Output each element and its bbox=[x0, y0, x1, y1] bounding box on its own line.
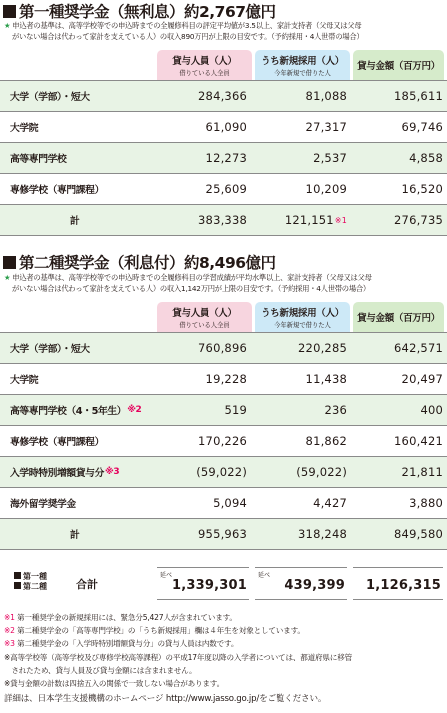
star-icon: ★ bbox=[4, 273, 11, 282]
section2-note: ★ 申込者の基準は、高等学校等での申込時までの全履修科目の学習成績が平均水準以上、家計支持者（父母又は父母 がいない場合は代わって家計を支えている人）の収入1,142万円が上限の目安です。（予約採用・4人世帯の場合） bbox=[4, 273, 372, 293]
table-row: 海外留学奨学金 5,094 4,427 3,880 bbox=[10, 496, 443, 510]
square-bullet-icon bbox=[14, 582, 21, 589]
detail-link-text: 詳細は、日本学生支援機構のホームページ http://www.jasso.go.jp/をご覧ください。 bbox=[4, 694, 327, 704]
table-row: 大学院 61,090 27,317 69,746 bbox=[10, 120, 443, 134]
header-amount: 貸与金額（百万円） bbox=[353, 50, 444, 80]
footnote: ※2 第二種奨学金の「高等専門学校」の「うち新規採用」欄は４年生を対象としています。 bbox=[4, 626, 305, 636]
table-row: 大学（学部）・短大 284,366 81,088 185,611 bbox=[0, 81, 447, 111]
table-row: 入学時特別増額貸与分 ※3 (59,022) (59,022) 21,811 bbox=[0, 457, 447, 487]
table-header bbox=[0, 298, 447, 332]
section1-note: ★ 申込者の基準は、高等学校等での申込時までの全履修科目の評定平均値が3.5以上、家計支持者（父母又は父母 がいない場合は代わって家計を支えている人）の収入890万円が上限の目安です。（予約採用・4人世帯の場合） bbox=[4, 21, 364, 41]
header-amount: 貸与金額（百万円） bbox=[353, 302, 444, 332]
total-row: 計 383,338 121,151 ※1 276,735 bbox=[0, 205, 447, 235]
footnote: されたため、貸与人員及び貸与金額には含まれません。 bbox=[4, 665, 197, 675]
table-row: 大学院 19,228 11,438 20,497 bbox=[10, 372, 443, 386]
header-borrowers: 貸与人員（人） 借りている人全員 bbox=[157, 50, 252, 80]
square-bullet-icon bbox=[3, 256, 16, 269]
footnote: ※貸与金額の計数は四捨五入の関係で一致しない場合があります。 bbox=[4, 679, 224, 689]
table-row: 大学（学部）・短大 760,896 220,285 642,571 bbox=[0, 333, 447, 363]
grand-total-borrowers: 延べ 1,339,301 bbox=[157, 567, 249, 600]
section1-table bbox=[0, 46, 447, 227]
footnote: ※高等学校等（高等学校及び専修学校高等課程）の平成17年度以降の入学者については、都道府県に移管 bbox=[4, 652, 352, 662]
table-row: 高等専門学校 12,273 2,537 4,858 bbox=[0, 143, 447, 173]
header-new: うち新規採用（人） 今年新規で借りた人 bbox=[255, 50, 350, 80]
section2-table bbox=[0, 298, 447, 541]
grand-total-amount: 1,126,315 bbox=[353, 567, 443, 600]
header-borrowers: 貸与人員（人） 借りている人全員 bbox=[157, 302, 252, 332]
star-icon: ★ bbox=[4, 21, 11, 30]
footnotes bbox=[4, 611, 445, 690]
table-row: 専修学校（専門課程） 170,226 81,862 160,421 bbox=[10, 434, 443, 448]
section2-title: 第二種奨学金（利息付）約8,496億円 bbox=[3, 253, 276, 271]
table-header bbox=[0, 46, 447, 80]
footnote: ※1 第一種奨学金の新規採用には、緊急分5,427人が含まれています。 bbox=[4, 613, 237, 622]
square-bullet-icon bbox=[3, 5, 16, 18]
header-new: うち新規採用（人） 今年新規で借りた人 bbox=[255, 302, 350, 332]
grand-total-row: 第一種 第二種 合計 延べ 1,339,301 延べ 439,399 1,126,315 bbox=[0, 567, 447, 600]
grand-total-new: 延べ 439,399 bbox=[255, 567, 347, 600]
section1-title: 第一種奨学金（無利息）約2,767億円 bbox=[3, 2, 276, 20]
square-bullet-icon bbox=[14, 572, 21, 579]
grand-total-label: 第一種 第二種 bbox=[14, 572, 47, 592]
total-row: 計 955,963 318,248 849,580 bbox=[0, 519, 447, 549]
table-row: 専修学校（専門課程） 25,609 10,209 16,520 bbox=[10, 182, 443, 196]
footnote: ※3 第二種奨学金の「入学時特別増額貸与分」の貸与人員は内数です。 bbox=[4, 639, 239, 649]
table-row: 高等専門学校（4・5年生） ※2 519 236 400 bbox=[0, 395, 447, 425]
